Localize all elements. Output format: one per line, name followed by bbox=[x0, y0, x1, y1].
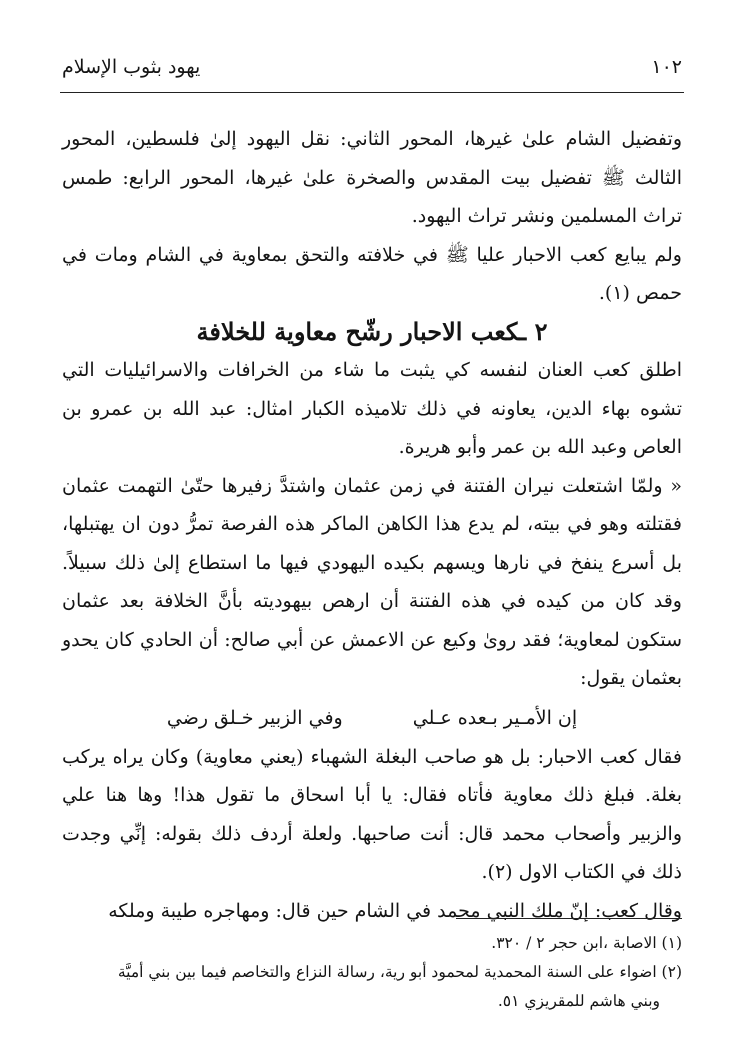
footnote-2-continuation: وبني هاشم للمقريزي ٥١. bbox=[497, 992, 660, 1010]
paragraph: فقال كعب الاحبار: بل هو صاحب البغلة الشهباء (يعني معاوية) وكان يراه يركب بغلة. فبلغ ذلك معاوية فأتاه فقال: يا أبا اسحاق ما تقول هذا! وها هنا علي والزبير وأصحاب محمد قال: أنت صاحبها. ولعلة أردف ذلك بقوله: إنِّي وجدت ذلك في الكتاب الاول (٢). bbox=[62, 745, 682, 883]
footnote-separator bbox=[456, 918, 682, 919]
paragraph: وقال كعب: إنّ ملك النبي محمد في الشام حين قال: ومهاجره طيبة وملكه bbox=[108, 899, 682, 922]
book-title: يهود بثوب الإسلام bbox=[62, 56, 201, 78]
header-rule bbox=[60, 92, 684, 93]
footnote-1: (١) الاصابة ،ابن حجر ٢ / ٣٢٠. bbox=[491, 934, 682, 952]
main-text bbox=[62, 120, 682, 930]
section-heading: ٢ ـكعب الاحبار رشّح معاوية للخلافة bbox=[196, 316, 548, 346]
quoted-paragraph: « ولمّا اشتعلت نيران الفتنة في زمن عثمان واشتدَّ زفيرها حتّىٰ التهمت عثمان فقتلته وهو في بيته، لم يدع هذا الكاهن الماكر هذه الفرصة تمرُّ دون ان يهتبلها، بل أسرع ينفخ في نارها ويسهم بكيده اليهودي فيها ما استطاع إلىٰ ذلك سبيلاً. وقد كان من كيده في هذه الفتنة أن ارهص بيهوديته بأنَّ الخلافة بعد عثمان ستكون لمعاوية؛ فقد روىٰ وكيع عن الاعمش عن أبي صالح: أن الحادي كان يحدو بعثمان يقول: bbox=[62, 474, 682, 689]
footnotes bbox=[62, 929, 682, 1016]
paragraph: ولم يبايع كعب الاحبار عليا ﷺ في خلافته والتحق بمعاوية في الشام ومات في حمص (١). bbox=[62, 243, 682, 304]
page-number: ١٠٢ bbox=[651, 56, 682, 78]
paragraph: وتفضيل الشام علىٰ غيرها، المحور الثاني: نقل اليهود إلىٰ فلسطين، المحور الثالث ﷺ تفضيل بيت المقدس والصخرة علىٰ غيرها، المحور الرابع: طمس تراث المسلمين ونشر تراث اليهود. bbox=[62, 128, 682, 227]
poetry-verse bbox=[62, 698, 682, 738]
verse-first-hemistich: إن الأمـير بـعده عـلي bbox=[412, 706, 578, 729]
running-header bbox=[60, 56, 684, 86]
paragraph: اطلق كعب العنان لنفسه كي يثبت ما شاء من الخرافات والاسرائيليات التي تشوه بهاء الدين، يعاونه في ذلك تلاميذه الكبار امثال: عبد الله بن عمرو بن العاص وعبد الله بن عمر وأبو هريرة. bbox=[62, 359, 682, 458]
footnote-2: (٢) اضواء على السنة المحمدية لمحمود أبو رية، رسالة النزاع والتخاصم فيما بين بني أميَّة bbox=[117, 963, 682, 981]
verse-second-hemistich: وفي الزبير خـلق رضي bbox=[166, 706, 343, 729]
